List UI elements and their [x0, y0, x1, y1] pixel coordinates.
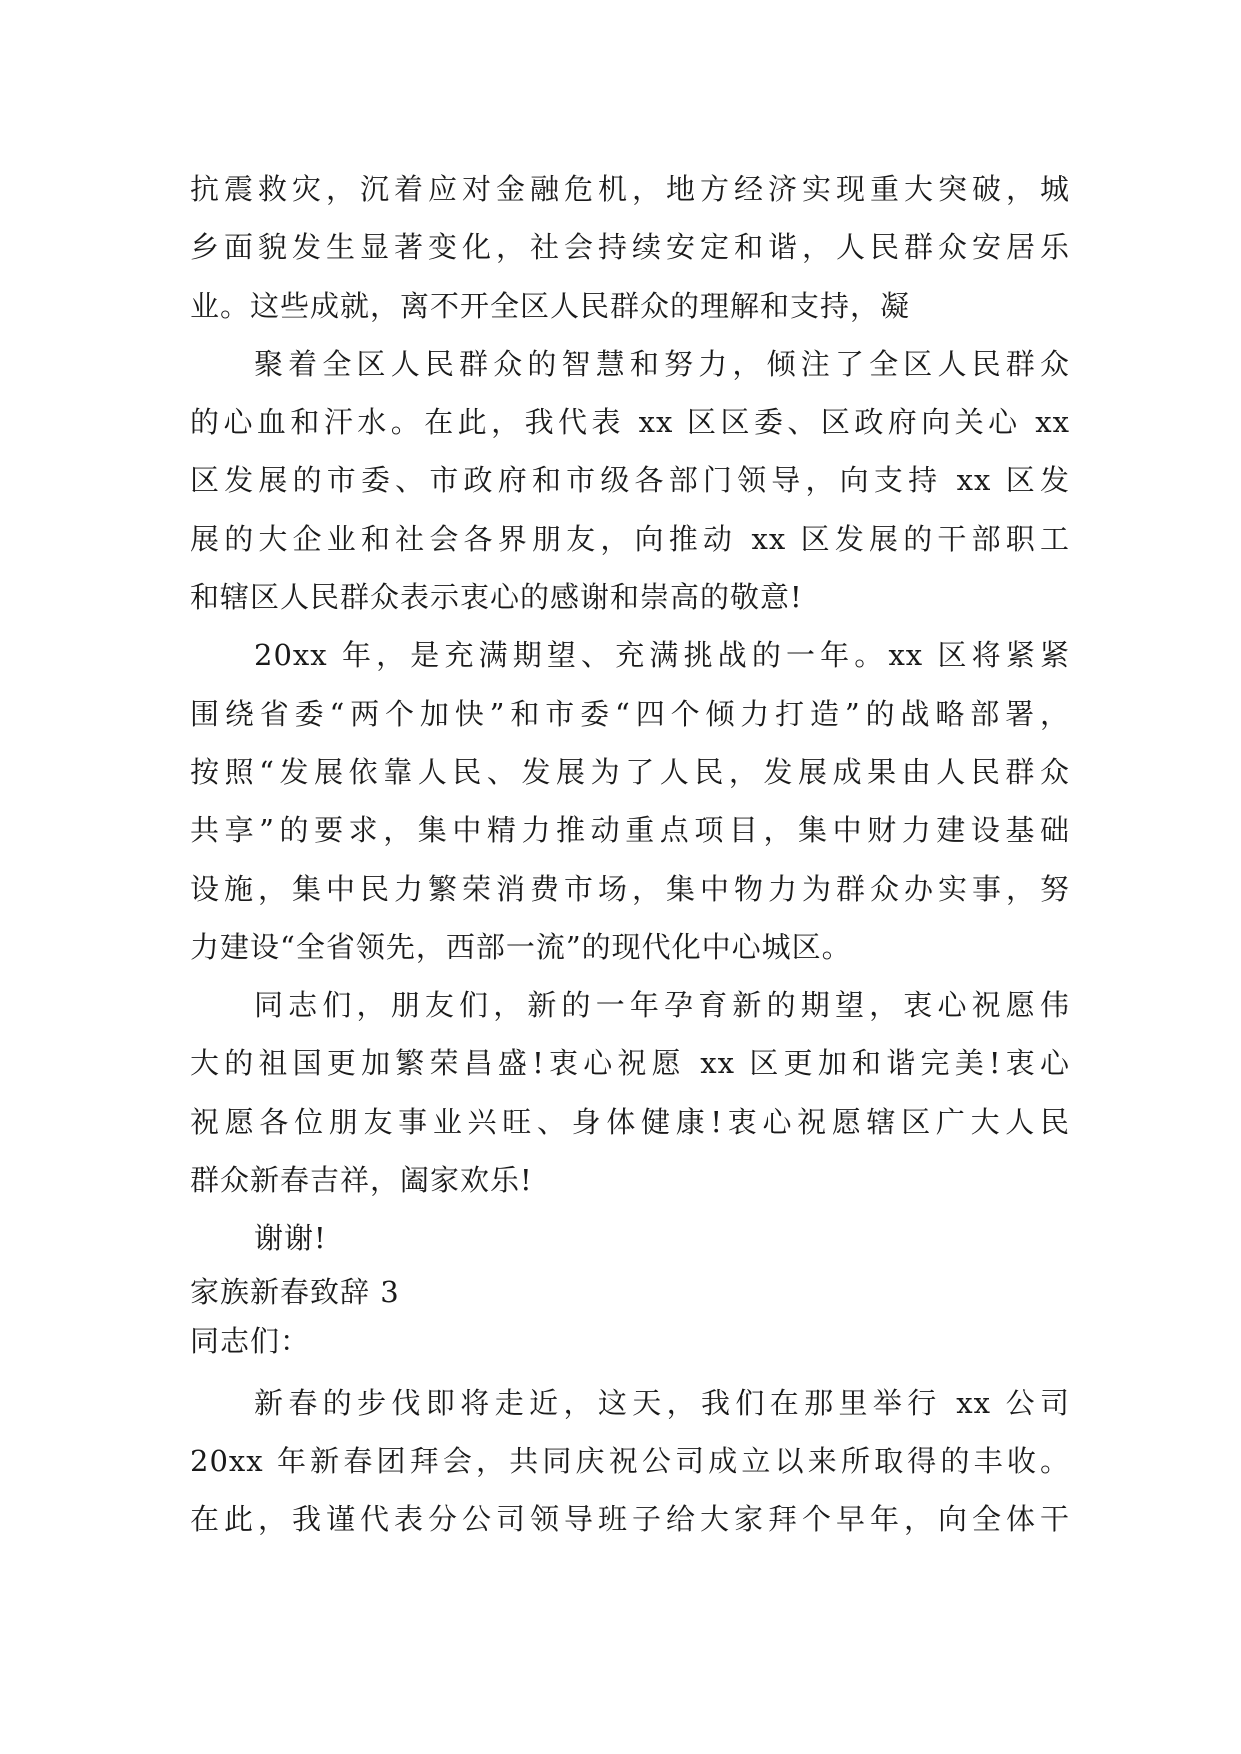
- text-line: 区发展的市委、市政府和市级各部门领导，向支持 xx 区发: [190, 463, 1070, 498]
- text-line: 乡面貌发生显著变化，社会持续安定和谐，人民群众安居乐: [190, 230, 1070, 265]
- text-line: 在此，我谨代表分公司领导班子给大家拜个早年，向全体干: [190, 1502, 1070, 1537]
- text-line: 力建设“全省领先，西部一流”的现代化中心城区。: [190, 929, 852, 964]
- text-line: 展的大企业和社会各界朋友，向推动 xx 区发展的干部职工: [190, 521, 1070, 556]
- thanks-line: 谢谢!: [254, 1221, 327, 1256]
- text-line: 共享”的要求，集中精力推动重点项目，集中财力建设基础: [190, 813, 1070, 848]
- text-line: 围绕省委“两个加快”和市委“四个倾力打造”的战略部署，: [190, 696, 1070, 731]
- salutation: 同志们：: [190, 1323, 311, 1358]
- text-line: 20xx 年新春团拜会，共同庆祝公司成立以来所取得的丰收。: [190, 1443, 1070, 1478]
- section-title: 家族新春致辞 3: [190, 1274, 400, 1309]
- text-line: 抗震救灾，沉着应对金融危机，地方经济实现重大突破，城: [190, 172, 1070, 206]
- text-line: 群众新春吉祥，阖家欢乐!: [190, 1163, 533, 1198]
- text-line: 的心血和汗水。在此，我代表 xx 区区委、区政府向关心 xx: [190, 405, 1070, 440]
- text-line: 20xx 年，是充满期望、充满挑战的一年。xx 区将紧紧: [254, 638, 1070, 673]
- paragraph: [190, 160, 1070, 335]
- text-line: 按照“发展依靠人民、发展为了人民，发展成果由人民群众: [190, 754, 1070, 789]
- text-line: 新春的步伐即将走近，这天，我们在那里举行 xx 公司: [254, 1385, 1070, 1420]
- paragraph: [190, 335, 1070, 626]
- text-line: 设施，集中民力繁荣消费市场，集中物力为群众办实事，努: [190, 871, 1070, 906]
- text-line: 聚着全区人民群众的智慧和努力，倾注了全区人民群众: [254, 346, 1070, 381]
- document-body: [190, 160, 1070, 1549]
- paragraph: [190, 1374, 1070, 1549]
- text-line: 祝愿各位朋友事业兴旺、身体健康!衷心祝愿辖区广大人民: [190, 1104, 1070, 1139]
- paragraph: [190, 976, 1070, 1209]
- text-line: 大的祖国更加繁荣昌盛!衷心祝愿 xx 区更加和谐完美!衷心: [190, 1046, 1070, 1081]
- paragraph: [190, 626, 1070, 976]
- text-line: 业。这些成就，离不开全区人民群众的理解和支持，凝: [190, 288, 911, 323]
- text-line: 和辖区人民群众表示衷心的感谢和崇高的敬意!: [190, 580, 803, 615]
- text-line: 同志们，朋友们，新的一年孕育新的期望，衷心祝愿伟: [254, 988, 1070, 1023]
